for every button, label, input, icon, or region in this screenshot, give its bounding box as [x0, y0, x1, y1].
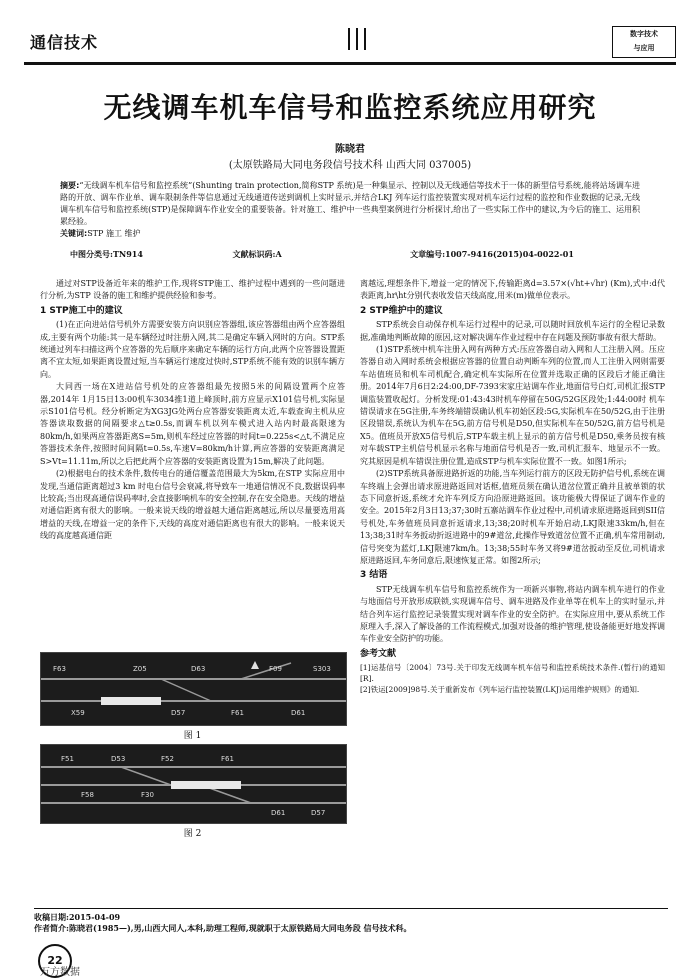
paragraph: STP系统会自动保存机车运行过程中的记录,可以随时回放机车运行的全程记录数据,准确地判断故障的原因,这对解决调车作业过程中存在问题及预防事故有很大帮助。 — [360, 320, 665, 342]
watermark: 万方数据 — [40, 967, 80, 978]
intro-paragraph: 通过对STP设备近年来的维护工作,现将STP施工、维护过程中遇到的一些问题进行分析,为STP 设备的施工和维护提供经验和参考。 — [40, 279, 345, 301]
fig2-label: D53 — [111, 755, 126, 763]
paragraph: 离越远,理想条件下,增益一定的情况下,传输距离d=3.57×(√ht+√hr) (Km),式中:d代表距离,hr\ht分别代表收发信天线高度,用米(m)做单位表示。 — [360, 279, 665, 301]
references-heading: 参考文献 — [360, 648, 397, 659]
doc-code: 文献标识码:A — [232, 249, 282, 259]
paragraph: (2)根据电台的技术条件,数传电台的通信覆盖范围最大为5km,在STP 实际应用中发现,当通信距离超过3 km 时电台信号会衰减,将导致车一地通信情况不良,数据误码率比较高;当出现高通信误码率时,会直接影响机车的安全控制,存在安全隐患。天线的增益对通信距离有很大的影响。一般来说天线的增益越大通信距离越远,所以尽量要选用高增益的天线,在增益一定的条件下,天线的高度对通信距离也有很大的影响。一般来说天线的高度越高通信距 — [40, 469, 345, 541]
figure-2-screenshot — [40, 744, 347, 824]
article-meta — [70, 248, 650, 261]
fig2-label: F61 — [221, 755, 234, 763]
left-column — [40, 278, 345, 543]
fig1-label: F09 — [269, 665, 282, 673]
figure-2-caption: 图 2 — [183, 829, 202, 839]
paragraph: (1)STP系统中机车注册入网有两种方式:压应答器自动入网和人工注册入网。压应答器自动入网时系统会根据应答器的位置自动判断车列的位置,而人工注册入网则需要车站值班员和机车司机配合,确定机车实际所在位置并选取正确的区段后才能正确注册。2014年7月6日2:24:00,DF-7393宋家庄站调车作业,地面信号白灯,司机汇报STP调监装置收起灯。分析发现:01:43:43时机车停留在50G/52G区段处;1:44:00时 机车错误请求在5G注册,车务终端错误确认机车初始区段:5G,实际机车在50/52G,由于注册区段错误,系统认为机车在5G,前方信号机是D50,但实际机车在50/52G,前方信号机是X5。值班员开放X5信号机后,STP车载主机上显示的前方信号机是D50,乘务员按有核对车载STP主机信号机显示名称与地面信号机是否一致,司机汇报车、地显示不一致。究其原因是机车错误注册位置,造成STP与机车实际位置不一致。如图1所示; — [360, 345, 665, 466]
fig2-label: D57 — [311, 809, 326, 817]
fig1-label: D57 — [171, 709, 186, 717]
fig2-label: F52 — [161, 755, 174, 763]
fig1-label: S303 — [313, 665, 331, 673]
footnote — [34, 912, 668, 934]
author-bio: 作者简介:陈晓君(1985—),男,山西大同人,本科,助理工程师,现就职于太原铁路局大同电务段 信号技术科。 — [34, 923, 412, 933]
figure-1-screenshot — [40, 652, 347, 726]
affiliation: (太原铁路局大同电务段信号技术科 山西大同 037005) — [228, 160, 472, 171]
fig1-label: F63 — [53, 665, 66, 673]
footer-divider — [34, 908, 668, 909]
section-heading-2: 2 STP维护中的建议 — [360, 305, 443, 316]
fig1-label: D61 — [291, 709, 306, 717]
paragraph: 大同西一场在X进站信号机处的应答器组最先按照5米的间隔设置两个应答器,2014年 1月15日13:00机车3034推1道上峰顶时,前方应显示X101信号机,实际显示S101信号机。经分析断定为XG3JG处两台应答器安装距离太近,车载查询主机从应答器读取数据的间隔要求△t≥0.5s,而调车机以列车模式进入站内时最高限速为80km/h,如果两应答器距离S=5m,则机车经过应答器的时间t=0.225s<△t,不满足应答器技术条件,按照时间间隔t=0.5s,车速V=80km/h计算,两应答器的安装距离满足S>Vt=11.11m,所以之后把此两个应答器的安装距离设置为15m,解决了此问题。 — [40, 382, 345, 466]
page-number: 22 — [38, 944, 72, 978]
fig1-label: Z05 — [133, 665, 147, 673]
author-name: 陈晓君 — [335, 144, 365, 155]
header-bars — [348, 28, 372, 54]
fig2-label: F58 — [81, 791, 94, 799]
paragraph: (1)在正向进站信号机外方需要安装方向识别应答器组,该应答器组由两个应答器组成,主要有两个功能:其一是车辆经过时注册入网,其二是确定车辆入网时的方向。STP系统通过列车扫描这两个应答器的先后顺序来确定车辆的运行方向,此两个应答器设置距离不宜太短,如果距离设置过短,当车辆运行速度过快时,STP系统不能有效的识别车辆方向。 — [40, 320, 345, 379]
article-title: 无线调车机车信号和监控系统应用研究 — [103, 91, 597, 124]
paragraph: STP无线调车机车信号和监控系统作为一项新兴事物,将站内调车机车进行的作业与地面信号开放形成联锁,实现调车信号、调车进路及作业单等在机车上的实时显示,并结合列车运行监控记录装置实现对调车作业的安全防护。在实际应用中,要从系统工作原理入手,深入了解设备的工作流程模式,加强对设备的维护管理,使设备能更好地发挥调车作业安全防护的功能。 — [360, 584, 665, 644]
fig2-label: F51 — [61, 755, 74, 763]
fig2-label: D61 — [271, 809, 286, 817]
fig2-label: F30 — [141, 791, 154, 799]
paragraph: (2)STP系统具备原进路折返的功能,当车列运行前方的区段无防护信号机,系统在调车终端上会弹出请求原进路返回对话框,值班员须在确认道岔位置正确并且被单锁的状态下同意折返,系统才允许车列反方向沿原进路返回。该功能极大得保证了调车作业的安全。2015年2月3日13;37;30时五寨站调车作业过程中,司机请求原进路返回到SII信号机处,车务值班员同意折返请求,13;38;20时机车开始启动,LKJ限速33km/h,但在13;38;31时车务扳动折返进路中的9#道岔,此操作导致道岔位置不正确,机车常用制动,信号突变为蓝灯,LKJ限速7km/h。13;38;55时车务又将9#道岔扳动至反位,司机请求原进路返回,车务同意后,限速恢复正常。如图2所示; — [360, 469, 665, 565]
right-column — [360, 278, 665, 695]
reference-item: [2]铁运[2009]98号.关于重新发布《列车运行监控装置(LKJ)运用维护规则》的通知. — [360, 685, 640, 695]
received-date: 收稿日期:2015-04-09 — [34, 912, 121, 922]
article-number: 文章编号:1007-9416(2015)04-0022-01 — [410, 249, 574, 259]
journal-logo: 数字技术 与应用 — [612, 26, 676, 58]
fig1-label: D63 — [191, 665, 206, 673]
clc-number: 中图分类号:TN914 — [70, 249, 143, 259]
reference-item: [1]运基信号〔2004〕73号.关于印发无线调车机车信号和监控系统技术条件.(暂行)的通知[R]. — [360, 663, 665, 684]
section-heading-3: 3 结语 — [360, 570, 388, 581]
fig1-label: X59 — [71, 709, 85, 717]
figure-1-caption: 图 1 — [183, 731, 202, 741]
fig1-label: F61 — [231, 709, 244, 717]
section-heading-1: 1 STP施工中的建议 — [40, 305, 123, 316]
abstract: 摘要:“无线调车机车信号和监控系统”(Shunting train protection,简称STP 系统)是一种集显示、控制以及无线通信等技术于一体的新型信号系统,能将站场调车进路的开放、调车作业单、调车限制条件等信息通过无线通道传送到调机上实时显示,并结合LKJ 列车运行监控装置实现对机车运行过程的监控和作业数据的记录,无线调车机车信号和监控系统(STP)是保障调车作业安全的重要装备。针对施工、维护中一些典型案例进行分析探讨,给出了一些实际工作中的建议,为今后的施工、运用积累经验。 关键词:STP 施工 维护 — [60, 181, 640, 238]
section-label: 通信技术 — [30, 33, 99, 52]
